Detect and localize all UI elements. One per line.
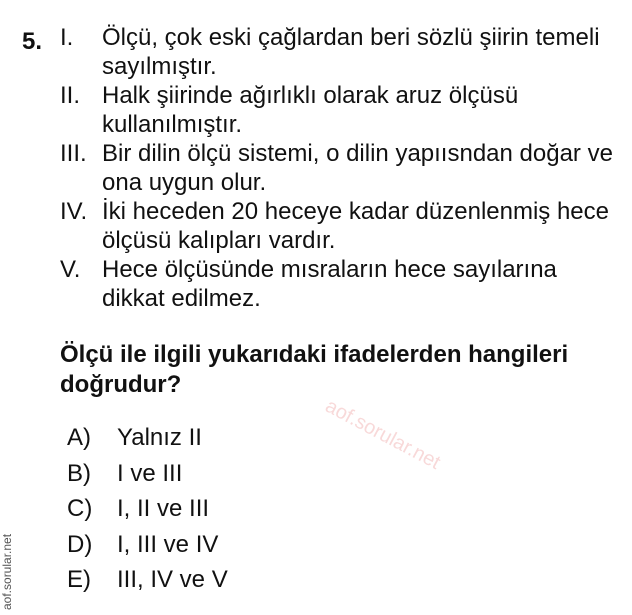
answer-option-c[interactable] <box>60 491 228 527</box>
option-text: III, IV ve V <box>117 566 228 593</box>
option-text: Yalnız II <box>117 424 202 451</box>
option-letter: E) <box>67 566 91 593</box>
statement-list <box>60 23 620 313</box>
watermark-side: aof.sorular.net <box>0 533 14 610</box>
watermark-diagonal: aof.sorular.net <box>321 395 444 474</box>
statement-text: Hece ölçüsünde mısraların hece sayılarına dikkat edilmez. <box>102 256 557 312</box>
statement-numeral: III. <box>60 140 87 167</box>
statement-item <box>60 255 620 313</box>
statement-numeral: IV. <box>60 198 88 225</box>
statement-numeral: V. <box>60 256 81 283</box>
statement-item <box>60 81 620 139</box>
statement-text: İki heceden 20 heceye kadar düzenlenmiş hece ölçüsü kalıpları vardır. <box>102 198 609 254</box>
statement-item <box>60 197 620 255</box>
option-letter: D) <box>67 530 93 558</box>
answer-option-e[interactable] <box>60 562 228 598</box>
question-number: 5. <box>22 28 43 55</box>
question-prompt: Ölçü ile ilgili yukarıdaki ifadelerden hangileri doğrudur? <box>60 341 569 398</box>
answer-options <box>60 420 228 598</box>
option-letter: C) <box>67 495 93 522</box>
statement-item <box>60 139 620 197</box>
statement-text: Bir dilin ölçü sistemi, o dilin yapıısndan doğar ve ona uygun olur. <box>102 140 613 196</box>
option-text: I, III ve IV <box>117 530 219 558</box>
statement-numeral: II. <box>60 82 81 109</box>
option-text: I, II ve III <box>117 495 210 522</box>
option-letter: B) <box>67 459 91 487</box>
statement-text: Halk şiirinde ağırlıklı olarak aruz ölçüsü kullanılmıştır. <box>102 82 519 138</box>
option-text: I ve III <box>117 459 183 487</box>
statement-text: Ölçü, çok eski çağlardan beri sözlü şiirin temeli sayılmıştır. <box>102 24 600 80</box>
option-letter: A) <box>67 424 91 451</box>
answer-option-d[interactable] <box>60 527 228 563</box>
statement-item <box>60 23 620 81</box>
answer-option-b[interactable] <box>60 456 228 492</box>
answer-option-a[interactable] <box>60 420 228 456</box>
statement-numeral: I. <box>60 24 74 51</box>
